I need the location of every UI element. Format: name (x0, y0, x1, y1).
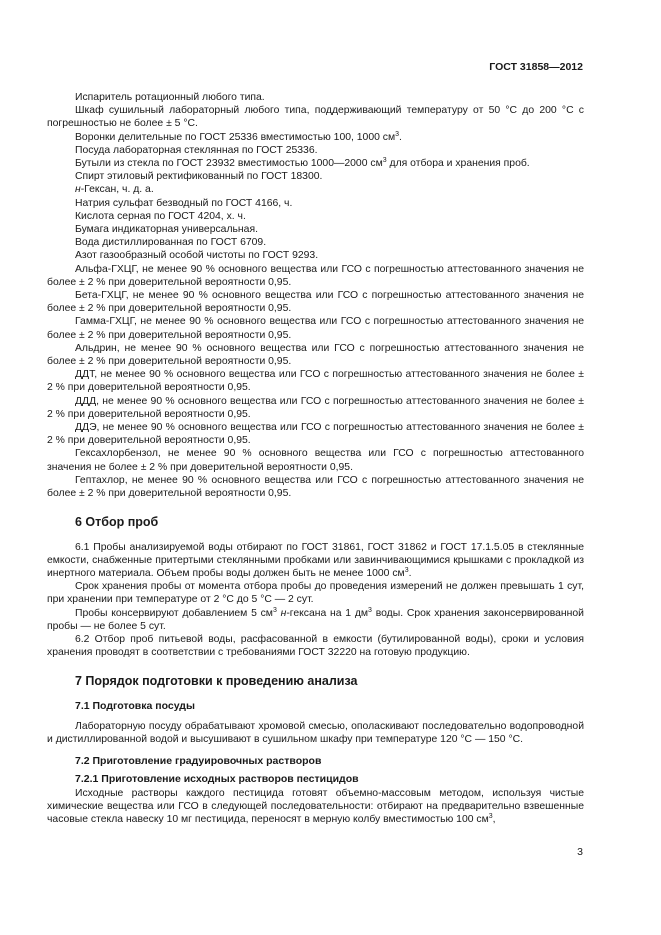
section-6-paragraph (47, 541, 584, 581)
paragraph-text: воды. Срок хранения законсервированной пробы — не более 5 сут. (47, 607, 584, 632)
list-item: Гептахлор, не менее 90 % основного вещества или ГСО с погрешностью аттестованного значения не более ± 2 % при доверительной вероятности 0,95. (47, 474, 584, 500)
list-item: Шкаф сушильный лабораторный любого типа, поддерживающий температуру от 50 °С до 200 °С с погрешностью не более ± 5 °С. (47, 105, 584, 130)
list-item: Гамма-ГХЦГ, не менее 90 % основного вещества или ГСО с погрешностью аттестованного значения не более ± 2 % при доверительной вероятности 0,95. (47, 316, 584, 341)
section-7-title: 7 Порядок подготовки к проведению анализа (75, 674, 358, 689)
list-item: Кислота серная по ГОСТ 4204, х. ч. (75, 210, 246, 222)
paragraph-text: Пробы консервируют добавлением 5 см (75, 607, 273, 619)
list-item: Альфа-ГХЦГ, не менее 90 % основного вещества или ГСО с погрешностью аттестованного значения не более ± 2 % при доверительной вероятности 0,95. (47, 263, 584, 288)
list-item: Бета-ГХЦГ, не менее 90 % основного вещества или ГСО с погрешностью аттестованного значения не более ± 2 % при доверительной вероятности 0,95. (47, 290, 584, 315)
italic-prefix: н (280, 607, 287, 619)
section-6-title: 6 Отбор проб (75, 515, 159, 530)
paragraph-text: . (408, 567, 412, 579)
superscript: 3 (272, 606, 277, 614)
superscript: 3 (488, 812, 493, 820)
list-item: Посуда лабораторная стеклянная по ГОСТ 25336. (75, 144, 318, 156)
superscript: 3 (368, 606, 372, 614)
list-item: ДДТ, не менее 90 % основного вещества или ГСО с погрешностью аттестованного значения не более ± 2 % при доверительной вероятности 0,95. (47, 369, 584, 394)
list-item: Натрия сульфат безводный по ГОСТ 4166, ч. (75, 197, 293, 209)
paragraph-text: -гексана на 1 дм (286, 607, 369, 619)
superscript: 3 (382, 157, 387, 165)
list-item: Альдрин, не менее 90 % основного вещества или ГСО с погрешностью аттестованного значения не более ± 2 % при доверительной вероятности 0,95. (47, 342, 584, 368)
subsection-7-1-title: 7.1 Подготовка посуды (75, 699, 195, 712)
italic-prefix: н (75, 184, 81, 196)
page-content (47, 91, 584, 826)
subsection-7-2-1-title: 7.2.1 Приготовление исходных растворов пестицидов (75, 773, 359, 786)
list-item: Вода дистиллированная по ГОСТ 6709. (75, 237, 267, 249)
list-item: Азот газообразный особой чистоты по ГОСТ 9293. (75, 250, 319, 262)
list-item: ДДД, не менее 90 % основного вещества или ГСО с погрешностью аттестованного значения не более ± 2 % при доверительной вероятности 0,95. (47, 395, 584, 420)
list-item: Спирт этиловый ректификованный по ГОСТ 18300. (75, 171, 323, 183)
list-item: Воронки делительные по ГОСТ 25336 вместимостью 100, 1000 $см^3$. (75, 130, 402, 143)
subsection-7-2-title: 7.2 Приготовление градуировочных растворов (75, 755, 322, 768)
list-item: ДДЭ, не менее 90 % основного вещества или ГСО с погрешностью аттестованного значения не более ± 2 % при доверительной вероятности 0,95. (47, 422, 584, 447)
item-text: Воронки делительные по ГОСТ 25336 вместимостью 100, 1000 см (75, 131, 396, 143)
subsection-7-2-1-paragraph (47, 787, 584, 827)
list-item (47, 157, 584, 170)
list-item: Гексахлорбензол, не менее 90 % основного вещества или ГСО с погрешностью аттестованного значения не более ± 2 % при доверительной вероятности 0,95. (47, 448, 584, 473)
item-text: -Гексан, ч. д. а. (80, 184, 154, 196)
superscript: 3 (404, 566, 409, 574)
item-text: для отбора и хранения проб. (386, 158, 530, 170)
item-text: Бутыли из стекла по ГОСТ 23932 вместимостью 1000—2000 см (75, 158, 383, 170)
paragraph-text: Исходные растворы каждого пестицида готовят объемно-массовым методом, используя чистые химические вещества или ГСО в следующей последовательности: отбирают на предварительно взвешенные часовые стекла навеску 10 мг пестицида, переносят в мерную колбу вместимостью 100 см (47, 787, 584, 825)
list-item (47, 183, 584, 196)
standard-header: ГОСТ 31858—2012 (489, 61, 583, 73)
superscript: 3 (395, 130, 400, 138)
section-6-paragraph: Срок хранения пробы от момента отбора пробы до проведения измерений не должен превышать 1 сут, при хранении при температуре от 2 °С до 5 °С — 2 сут. (47, 581, 584, 606)
section-6-paragraph (47, 607, 584, 633)
list-item: Испаритель ротационный любого типа. (75, 92, 265, 103)
section-6-paragraph: 6.2 Отбор проб питьевой воды, расфасованной в емкости (бутилированной воды), сроки и условия хранения проводят в соответствии с требованиями ГОСТ 32220 на готовую продукцию. (47, 633, 584, 659)
paragraph-text: 6.1 Пробы анализируемой воды отбирают по ГОСТ 31861, ГОСТ 31862 и ГОСТ 17.1.5.05 в стеклянные емкости, снабженные притертыми стеклянными пробками или завинчивающимися крышками с прокладкой из инертного материала. Объем пробы воды должен быть не менее 1000 см (47, 541, 584, 579)
subsection-7-1-paragraph: Лабораторную посуду обрабатывают хромовой смесью, ополаскивают последовательно водопроводной и дистиллированной водой и высушивают в сушильном шкафу при температуре 120 °С — 150 °С. (47, 720, 584, 745)
page-number: 3 (577, 846, 583, 858)
list-item: Бумага индикаторная универсальная. (75, 224, 258, 236)
paragraph-text: , (492, 813, 496, 825)
